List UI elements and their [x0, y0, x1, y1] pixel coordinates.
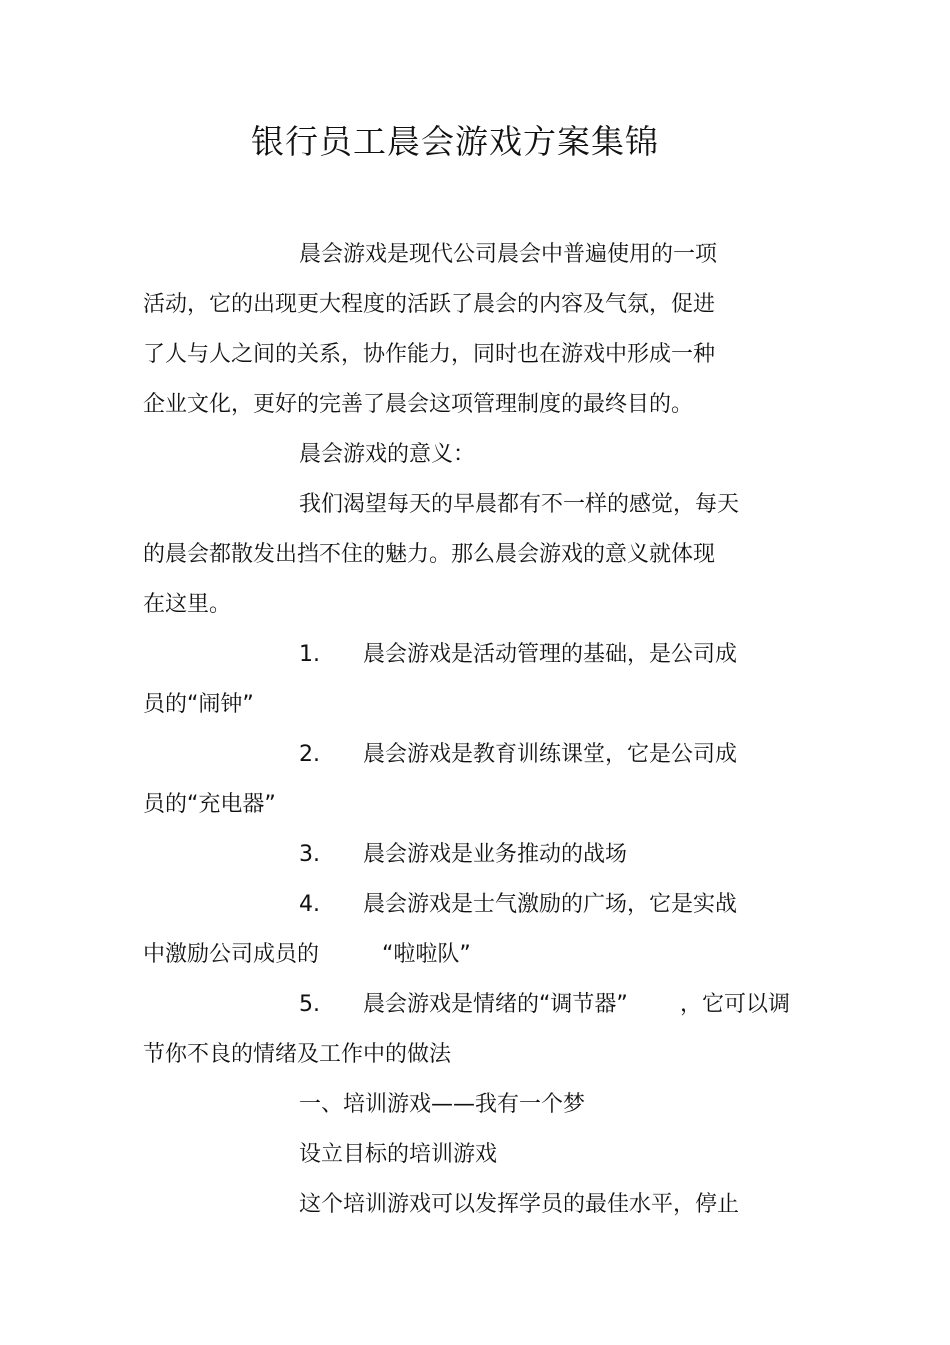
- list-number: 4.: [299, 892, 320, 917]
- list-item-text: ，它可以调: [680, 992, 791, 1017]
- list-number: 5.: [299, 992, 320, 1017]
- document-title: 银行员工晨会游戏方案集锦: [251, 122, 659, 161]
- list-item-text: 晨会游戏是活动管理的基础，是公司成: [363, 642, 738, 667]
- list-number: 3.: [299, 842, 320, 867]
- paragraph-line: 我们渴望每天的早晨都有不一样的感觉，每天: [299, 492, 740, 517]
- subsection-heading: 设立目标的培训游戏: [299, 1142, 498, 1167]
- list-item-text: 员的“闹钟”: [143, 692, 254, 717]
- list-item-text: 中激励公司成员的: [143, 942, 320, 967]
- list-number: 1.: [299, 642, 320, 667]
- paragraph-line: 企业文化，更好的完善了晨会这项管理制度的最终目的。: [143, 392, 694, 417]
- list-item-text: 晨会游戏是情绪的“调节器”: [363, 992, 628, 1017]
- list-number: 2.: [299, 742, 320, 767]
- list-item-text: 晨会游戏是士气激励的广场，它是实战: [363, 892, 738, 917]
- list-item-text: 员的“充电器”: [143, 792, 276, 817]
- list-item-text: “啦啦队”: [382, 942, 471, 967]
- paragraph-line: 活动，它的出现更大程度的活跃了晨会的内容及气氛，促进: [143, 292, 716, 317]
- list-item-text: 节你不良的情绪及工作中的做法: [143, 1042, 452, 1067]
- paragraph-line: 了人与人之间的关系，协作能力，同时也在游戏中形成一种: [143, 342, 716, 367]
- list-item-text: 晨会游戏是教育训练课堂，它是公司成: [363, 742, 738, 767]
- list-item-text: 晨会游戏是业务推动的战场: [363, 842, 628, 867]
- paragraph-line: 晨会游戏是现代公司晨会中普遍使用的一项: [299, 242, 718, 267]
- paragraph-line: 的晨会都散发出挡不住的魅力。那么晨会游戏的意义就体现: [143, 542, 716, 567]
- paragraph-line: 这个培训游戏可以发挥学员的最佳水平，停止: [299, 1192, 740, 1217]
- paragraph-line: 在这里。: [143, 592, 232, 617]
- section-heading: 一、培训游戏——我有一个梦: [299, 1092, 586, 1117]
- section-heading: 晨会游戏的意义：: [299, 442, 476, 467]
